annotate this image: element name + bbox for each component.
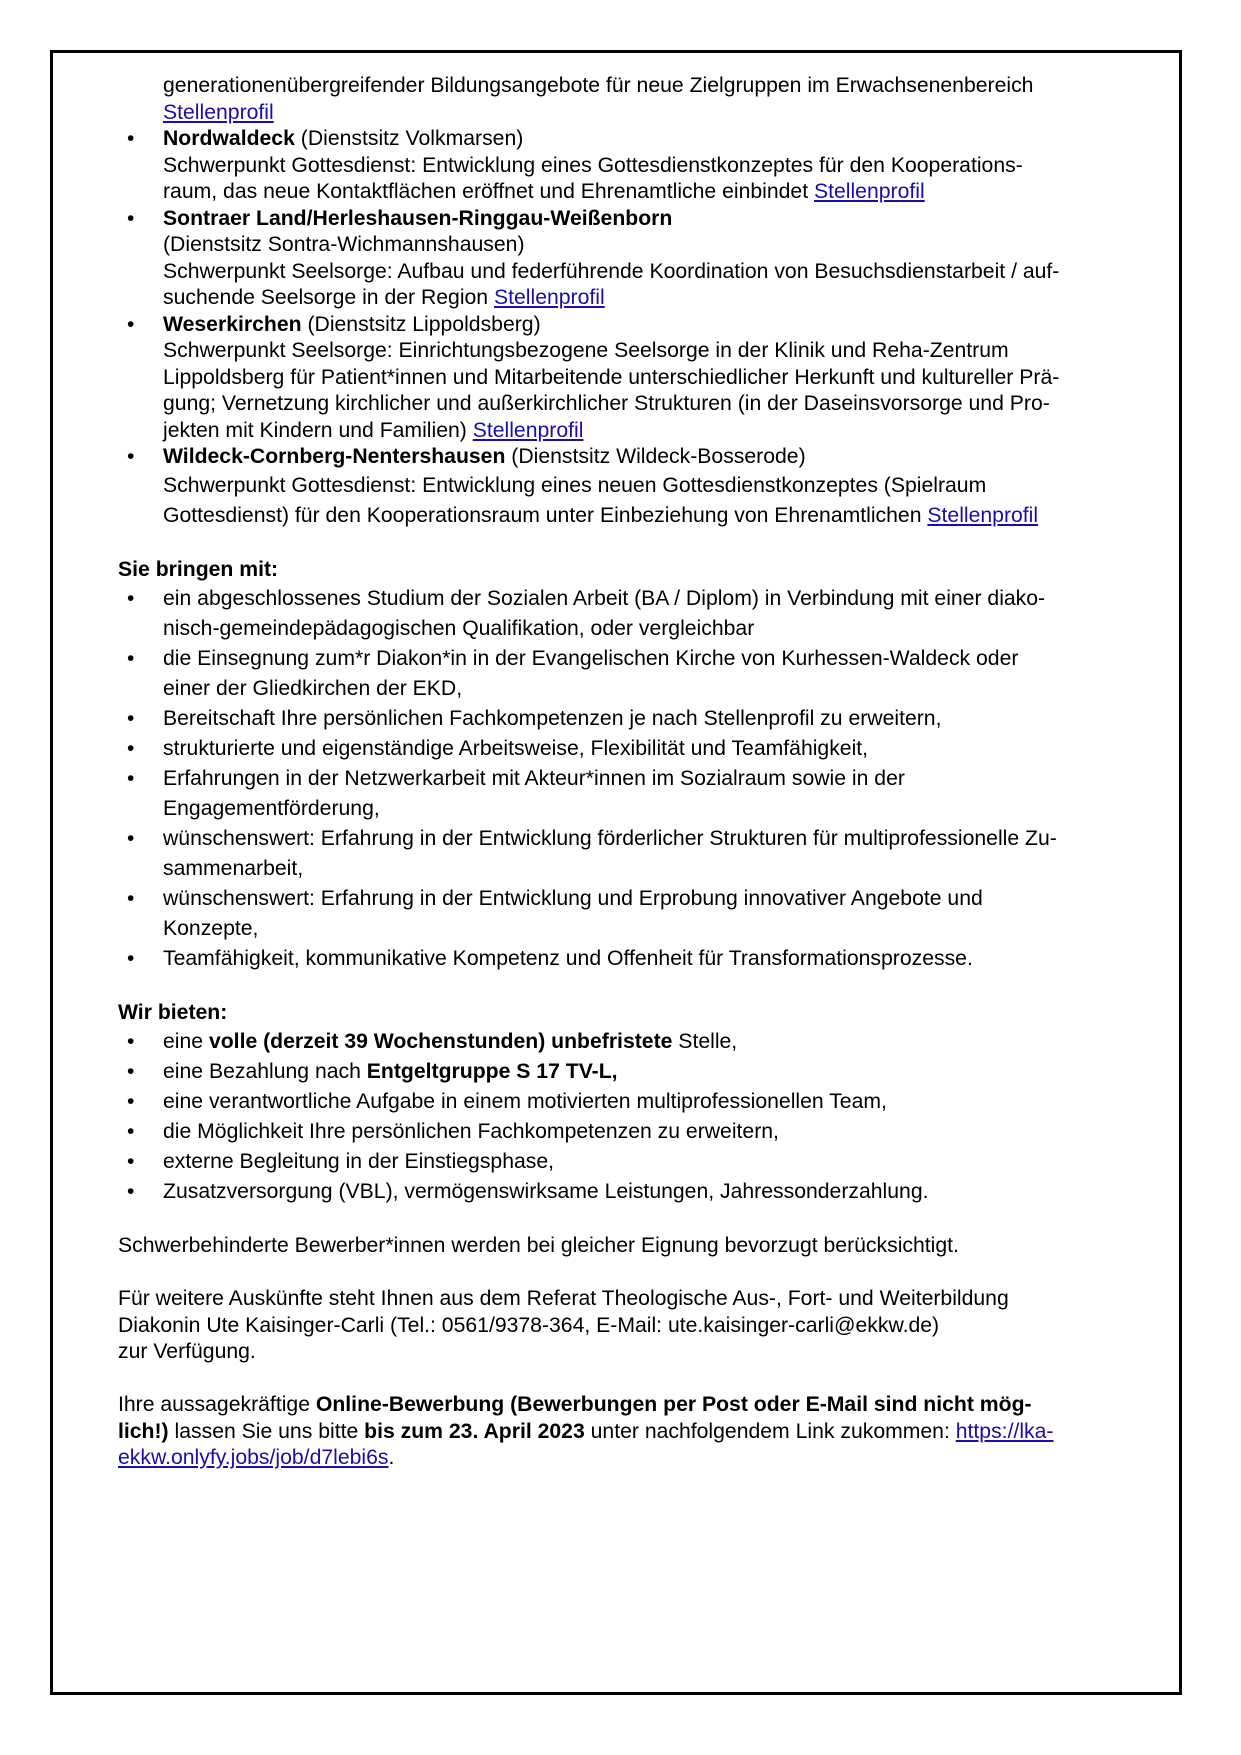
region-seat: (Dienstsitz Volkmarsen) [294, 127, 524, 150]
item-text: Stelle, [672, 1029, 738, 1053]
item-line: • strukturierte und eigenständige Arbeitsweise, Flexibilität und Teamfähigkeit, [163, 736, 869, 760]
regions-list [118, 126, 1138, 531]
list-item [118, 644, 1138, 704]
item-line: sammenarbeit, [163, 856, 304, 880]
item-line: • die Einsegnung zum*r Diakon*in in der Evangelischen Kirche von Kurhessen-Waldeck oder [163, 646, 1019, 670]
item-line: Engagementförderung, [163, 796, 380, 820]
list-item: • eine verantwortliche Aufgabe in einem motivierten multiprofessionellen Team, [118, 1087, 1138, 1117]
item-bold: Entgeltgruppe S 17 TV-L, [366, 1059, 618, 1083]
list-item [118, 312, 1138, 445]
list-item [118, 1027, 1138, 1057]
list-item [118, 126, 1138, 206]
region-line: Schwerpunkt Gottesdienst: Entwicklung eines Gottesdienstkonzeptes für den Kooperations- [163, 153, 1023, 177]
deadline: bis zum 23. April 2023 [364, 1419, 585, 1443]
requirements-heading: Sie bringen mit: [118, 558, 279, 581]
contact-paragraph [118, 1286, 1138, 1366]
item-line: • ein abgeschlossenes Studium der Sozialen Arbeit (BA / Diplom) in Verbindung mit einer diako- [163, 586, 1046, 610]
list-item: • externe Begleitung in der Einstiegsphase, [118, 1147, 1138, 1177]
item-text: eine [163, 1029, 209, 1053]
list-item: • die Möglichkeit Ihre persönlichen Fachkompetenzen zu erweitern, [118, 1117, 1138, 1147]
region-line: Schwerpunkt Seelsorge: Aufbau und federführende Koordination von Besuchsdienstarbeit / auf- [163, 259, 1060, 283]
document-body [118, 73, 1138, 1472]
region-name: Weserkirchen [163, 312, 302, 336]
disability-note: Schwerbehinderte Bewerber*innen werden bei gleicher Eignung bevorzugt berücksichtigt. [118, 1234, 959, 1257]
item-line: • wünschenswert: Erfahrung in der Entwicklung förderlicher Strukturen für multiprofessionelle Zu- [163, 826, 1057, 850]
contact-line: zur Verfügung. [118, 1340, 256, 1363]
list-item [118, 734, 1138, 764]
region-line: raum, das neue Kontaktflächen eröffnet und Ehrenamtliche einbindet [163, 180, 814, 203]
apply-text: . [388, 1446, 395, 1469]
list-item [118, 824, 1138, 884]
item-line: nisch-gemeindepädagogischen Qualifikation, oder vergleichbar [163, 616, 755, 640]
stellenprofil-link[interactable]: Stellenprofil [927, 503, 1039, 527]
item-line: • Teamfähigkeit, kommunikative Kompetenz und Offenheit für Transformationsprozesse. [163, 946, 973, 970]
offer-list [118, 1027, 1138, 1207]
offer-heading: Wir bieten: [118, 1001, 228, 1024]
region-line: Lippoldsberg für Patient*innen und Mitarbeitende unterschiedlicher Herkunft und kultureller Prä- [163, 365, 1060, 389]
item-line: • Bereitschaft Ihre persönlichen Fachkompetenzen je nach Stellenprofil zu erweitern, [163, 706, 942, 730]
list-item [118, 764, 1138, 824]
list-item [118, 584, 1138, 644]
list-item [118, 944, 1138, 974]
stellenprofil-link[interactable]: Stellenprofil [163, 100, 274, 124]
item-line: einer der Gliedkirchen der EKD, [163, 676, 463, 700]
apply-text: unter nachfolgendem Link zukommen: [584, 1419, 956, 1443]
list-item [118, 884, 1138, 944]
list-item [118, 206, 1138, 312]
region-name: Wildeck-Cornberg-Nentershausen [163, 445, 506, 468]
apply-bold: Online-Bewerbung (Bewerbungen per Post oder E-Mail sind nicht mög- [315, 1393, 1032, 1416]
application-paragraph [118, 1392, 1138, 1472]
item-text: eine Bezahlung nach [163, 1059, 367, 1083]
region-seat: (Dienstsitz Sontra-Wichmannshausen) [163, 233, 525, 256]
region-name: Sontraer Land/Herleshausen-Ringgau-Weißenborn [163, 206, 673, 230]
region-line: Schwerpunkt Seelsorge: Einrichtungsbezogene Seelsorge in der Klinik und Reha-Zentrum [163, 339, 1009, 362]
region-name: Nordwaldeck [163, 127, 295, 150]
contact-line: Diakonin Ute Kaisinger-Carli (Tel.: 0561/9378-364, E-Mail: ute.kaisinger-carli@ekkw.de) [118, 1313, 940, 1337]
region-line: Schwerpunkt Gottesdienst: Entwicklung eines neuen Gottesdienstkonzeptes (Spielraum [163, 473, 987, 497]
region-line: gung; Vernetzung kirchlicher und außerkirchlicher Strukturen (in der Daseinsvorsorge und Pro- [163, 392, 1050, 415]
region-seat: (Dienstsitz Lippoldsberg) [301, 312, 541, 336]
list-item [118, 1057, 1138, 1087]
requirements-list [118, 584, 1138, 974]
region-seat: (Dienstsitz Wildeck-Bosserode) [505, 445, 806, 468]
region-line: jekten mit Kindern und Familien) [163, 418, 473, 442]
region-line: suchende Seelsorge in der Region [163, 286, 494, 309]
item-line: Konzepte, [163, 916, 259, 940]
intro-continuation [118, 73, 1138, 126]
apply-text: lassen Sie uns bitte [168, 1419, 365, 1443]
application-link-cont[interactable]: ekkw.onlyfy.jobs/job/d7lebi6s [118, 1446, 389, 1469]
intro-text: generationenübergreifender Bildungsangebote für neue Zielgruppen im Erwachsenenbereich [163, 74, 1034, 97]
stellenprofil-link[interactable]: Stellenprofil [472, 418, 584, 442]
contact-line: Für weitere Auskünfte steht Ihnen aus dem Referat Theologische Aus-, Fort- und Weiterbildung [118, 1287, 1009, 1310]
stellenprofil-link[interactable]: Stellenprofil [493, 286, 605, 309]
list-item: • Zusatzversorgung (VBL), vermögenswirksame Leistungen, Jahressonderzahlung. [118, 1177, 1138, 1207]
apply-bold: lich!) [118, 1419, 169, 1443]
item-line: • Erfahrungen in der Netzwerkarbeit mit Akteur*innen im Sozialraum sowie in der [163, 766, 905, 790]
list-item [118, 444, 1138, 531]
item-line: • wünschenswert: Erfahrung in der Entwicklung und Erprobung innovativer Angebote und [163, 886, 983, 910]
list-item [118, 704, 1138, 734]
stellenprofil-link[interactable]: Stellenprofil [813, 180, 925, 203]
item-bold: volle (derzeit 39 Wochenstunden) unbefristete [208, 1029, 673, 1053]
apply-text: Ihre aussagekräftige [118, 1393, 316, 1416]
region-line: Gottesdienst) für den Kooperationsraum unter Einbeziehung von Ehrenamtlichen [163, 503, 928, 527]
application-link[interactable]: https://lka- [955, 1419, 1054, 1443]
